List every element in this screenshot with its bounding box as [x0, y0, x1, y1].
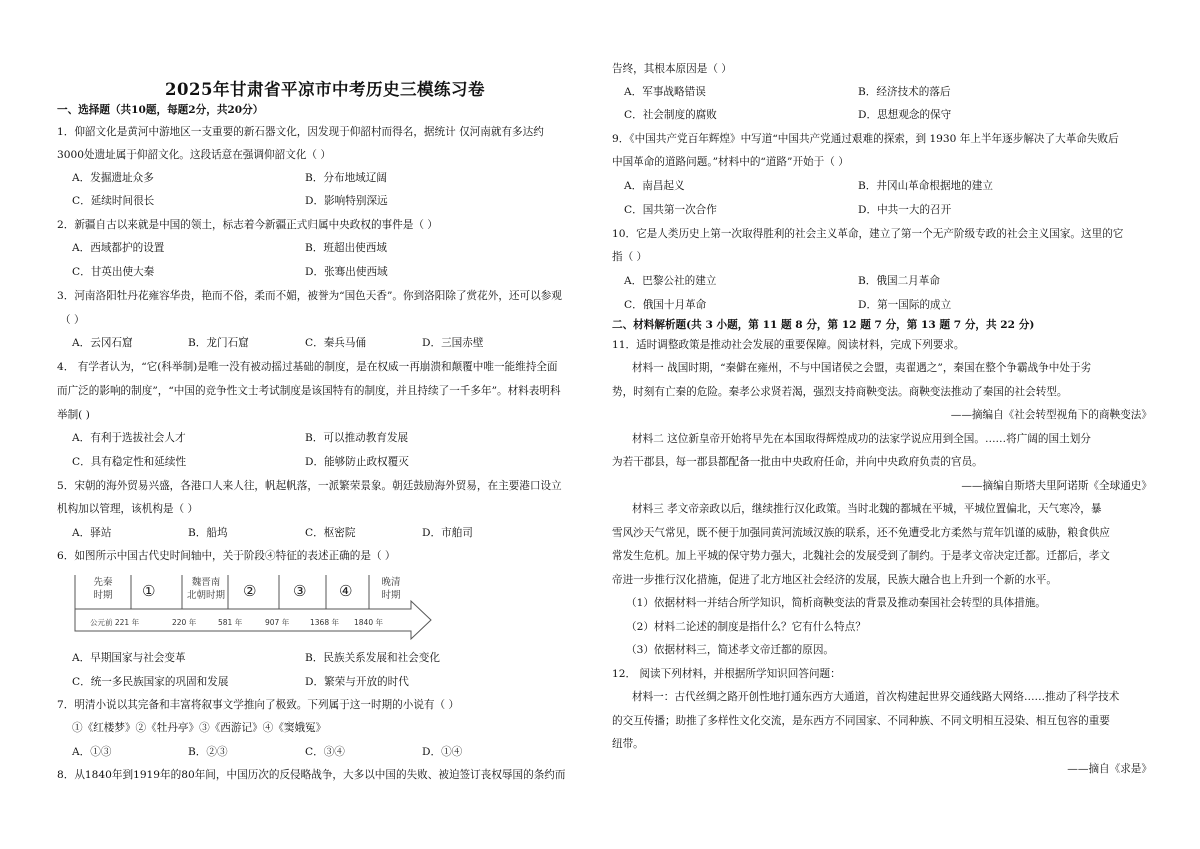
q11-material2-source: ——摘编自斯塔夫里阿诺斯《全球通史》	[961, 480, 1152, 492]
q4-stem-line1: 4． 有学者认为，“它(科举制)是唯一没有被动摇过基础的制度，是在权威一再崩溃和颠覆中唯一能维持全面	[57, 361, 558, 373]
q1-stem-line2: 3000处遗址属于仰韶文化。这段话意在强调仰韶文化（ ）	[57, 149, 331, 161]
timeline-year-1840: 1840 年	[354, 618, 383, 627]
q3-stem-line1: 3．河南洛阳牡丹花雍容华贵，艳而不俗，柔而不媚，被誉为“国色天香”。你到洛阳除了赏花外，还可以参观	[57, 290, 562, 302]
q5-stem-line2: 机构加以管理，该机构是（ ）	[57, 503, 199, 515]
timeline-year-220: 220 年	[172, 618, 197, 627]
q5-option-a: A．驿站	[72, 527, 112, 539]
q8-option-d: D．思想观念的保守	[858, 109, 952, 121]
q11-subquestion-1: （1）依据材料一并结合所学知识，简析商鞅变法的背景及推动秦国社会转型的具体措施。	[626, 597, 1046, 609]
q4-option-c: C．具有稳定性和延续性	[72, 456, 187, 468]
q5-option-b: B．船坞	[188, 527, 228, 539]
q2-option-c: C．甘英出使大秦	[72, 266, 155, 278]
q4-option-a: A．有利于选拔社会人才	[72, 432, 186, 444]
q9-stem-line1: 9．《中国共产党百年辉煌》中写道“中国共产党通过艰难的探索，到 1930 年上半年逐步解决了大革命失败后	[612, 133, 1119, 145]
timeline-stage-4: ④	[339, 582, 353, 600]
section-choice-heading: 一、选择题（共10题，每题2分，共20分）	[57, 104, 264, 116]
q11-material2-line1: 材料二 这位新皇帝开始将早先在本国取得辉煌成功的法家学说应用到全国。……将广阔的国土划分	[632, 433, 1091, 445]
q11-material1-line1: 材料一 战国时期，“秦僻在雍州，不与中国诸侯之会盟，夷翟遇之”，秦国在整个争霸战争中处于劣	[632, 362, 1092, 374]
timeline-label-pre-qin: 先秦 时期	[93, 577, 113, 601]
q8-option-b: B．经济技术的落后	[858, 86, 951, 98]
q4-option-d: D．能够防止政权覆灭	[305, 456, 409, 468]
q11-subquestion-3: （3）依据材料三，简述孝文帝迁都的原因。	[626, 644, 835, 656]
q7-stem-line2: ①《红楼梦》②《牡丹亭》③《西游记》④《窦娥冤》	[72, 722, 327, 734]
q1-stem-line1: 1．仰韶文化是黄河中游地区一支重要的新石器文化，因发现于仰韶村而得名，据统计 仅河南就有多达约	[57, 126, 544, 138]
q11-subquestion-2: （2）材料二论述的制度是指什么？它有什么特点？	[626, 621, 866, 633]
q10-option-d: D．第一国际的成立	[858, 299, 952, 311]
page-title: 2025年甘肃省平凉市中考历史三模练习卷	[165, 80, 485, 99]
q11-material2-line2: 为若干郡县，每一郡县都配备一批由中央政府任命，并向中央政府负责的官员。	[612, 456, 983, 468]
q6-option-b: B．民族关系发展和社会变化	[305, 652, 440, 664]
q12-stem: 12． 阅读下列材料，并根据所学知识回答问题：	[612, 668, 841, 680]
q2-option-d: D．张骞出使西域	[305, 266, 388, 278]
q2-option-a: A．西域都护的设置	[72, 242, 165, 254]
q1-option-b: B．分布地域辽阔	[305, 172, 387, 184]
q4-stem-line2: 而广泛的影响的制度”，“中国的竞争性文士考试制度是该国特有的制度，并且持续了一千多年”。材料表明科	[57, 385, 561, 397]
q9-option-a: A．南昌起义	[624, 180, 685, 192]
timeline-year-221bc: 公元前 221 年	[90, 618, 140, 627]
q9-option-b: B．井冈山革命根据地的建立	[858, 180, 993, 192]
q12-material1-line3: 纽带。	[612, 738, 644, 750]
q11-material3-line4: 帝进一步推行汉化措施，促进了北方地区社会经济的发展，民族大融合也上升到一个新的水平。	[612, 574, 1057, 586]
q9-option-d: D．中共一大的召开	[858, 204, 952, 216]
q4-stem-line3: 举制( )	[57, 409, 90, 421]
q3-option-d: D．三国赤壁	[422, 337, 484, 349]
q5-option-d: D．市舶司	[422, 527, 473, 539]
q6-stem-line1: 6．如图所示中国古代史时间轴中，关于阶段④特征的表述正确的是（ ）	[57, 550, 396, 562]
q11-material3-line2: 雪风沙天气常见，既不便于加强同黄河流域汉族的联系，还不免遭受北方柔然与荒年饥谨的威胁，粮食供应	[612, 527, 1110, 539]
q12-material1-line1: 材料一：古代丝绸之路开创性地打通东西方大通道，首次构建起世界交通线路大网络……推动了科学技术	[632, 691, 1120, 703]
q8-stem-line1: 8．从1840年到1919年的80年间，中国历次的反侵略战争，大多以中国的失败、被迫签订丧权辱国的条约而	[57, 769, 566, 781]
timeline-year-581: 581 年	[218, 618, 243, 627]
q6-option-d: D．繁荣与开放的时代	[305, 676, 409, 688]
q11-stem: 11．适时调整政策是推动社会发展的重要保障。阅读材料，完成下列要求。	[612, 339, 965, 351]
q11-material3-line3: 常发生危机。加上平城的保守势力强大，北魏社会的发展受到了制约。于是孝文帝决定迁都。迁都后，孝文	[612, 550, 1110, 562]
q1-option-a: A．发掘遗址众多	[72, 172, 154, 184]
q10-option-b: B．俄国二月革命	[858, 275, 940, 287]
q7-option-d: D．①④	[422, 746, 463, 758]
timeline-stage-2: ②	[243, 582, 257, 600]
q11-material1-source: ——摘编自《社会转型视角下的商鞅变法》	[950, 409, 1152, 421]
timeline-figure	[73, 569, 433, 645]
q2-stem-line1: 2．新疆自古以来就是中国的领土，标志着今新疆正式归属中央政权的事件是（ ）	[57, 219, 438, 231]
q5-option-c: C．枢密院	[305, 527, 356, 539]
section-material-heading: 二、材料解析题(共 3 小题，第 11 题 8 分，第 12 题 7 分，第 13 题 7 分，共 22 分)	[612, 319, 1035, 331]
q8-option-c: C．社会制度的腐败	[624, 109, 717, 121]
q5-stem-line1: 5．宋朝的海外贸易兴盛，各港口人来人往，帆起帆落，一派繁荣景象。朝廷鼓励海外贸易，在主要港口设立	[57, 480, 562, 492]
q1-option-d: D．影响特别深远	[305, 195, 388, 207]
timeline-year-907: 907 年	[265, 618, 290, 627]
q7-option-b: B．②③	[188, 746, 228, 758]
q11-material3-line1: 材料三 孝文帝亲政以后，继续推行汉化政策。当时北魏的都城在平城，平城位置偏北，天气寒冷，暴	[632, 503, 1102, 515]
q10-option-c: C．俄国十月革命	[624, 299, 707, 311]
q11-material1-line2: 势，时刻有亡秦的危险。秦孝公求贤若渴，强烈支持商鞅变法。商鞅变法推动了秦国的社会转型。	[612, 386, 1068, 398]
q3-option-c: C．秦兵马俑	[305, 337, 367, 349]
q6-option-a: A．早期国家与社会变革	[72, 652, 186, 664]
timeline-year-1368: 1368 年	[310, 618, 339, 627]
q8-option-a: A．军事战略错误	[624, 86, 706, 98]
q7-option-a: A．①③	[72, 746, 112, 758]
q3-option-a: A．云冈石窟	[72, 337, 133, 349]
q12-material1-source: ——摘自《求是》	[1067, 763, 1152, 775]
q9-stem-line2: 中国革命的道路问题。”材料中的“道路”开始于（ ）	[612, 156, 849, 168]
q1-option-c: C．延续时间很长	[72, 195, 155, 207]
q9-option-c: C．国共第一次合作	[624, 204, 717, 216]
q10-option-a: A．巴黎公社的建立	[624, 275, 717, 287]
q7-option-c: C．③④	[305, 746, 345, 758]
q10-stem-line2: 指（ ）	[612, 251, 648, 263]
q10-stem-line1: 10．它是人类历史上第一次取得胜利的社会主义革命，建立了第一个无产阶级专政的社会主义国家。这里的它	[612, 228, 1124, 240]
q3-option-b: B．龙门石窟	[188, 337, 249, 349]
timeline-label-late-qing: 晚清 时期	[381, 577, 401, 601]
q12-material1-line2: 的交互传播；助推了多样性文化交流，是东西方不同国家、不同种族、不同文明相互浸染、相互包容的重要	[612, 715, 1110, 727]
timeline-stage-1: ①	[142, 582, 156, 600]
q4-option-b: B．可以推动教育发展	[305, 432, 409, 444]
timeline-stage-3: ③	[293, 582, 307, 600]
q8-stem-line2: 告终，其根本原因是（ ）	[612, 63, 732, 75]
q7-stem-line1: 7．明清小说以其完备和丰富将叙事文学推向了极致。下列属于这一时期的小说有（ ）	[57, 699, 460, 711]
q6-option-c: C．统一多民族国家的巩固和发展	[72, 676, 229, 688]
q3-stem-line2: （ ）	[60, 314, 85, 326]
q2-option-b: B．班超出使西域	[305, 242, 387, 254]
timeline-label-wei-jin: 魏晋南 北朝时期	[186, 577, 225, 601]
